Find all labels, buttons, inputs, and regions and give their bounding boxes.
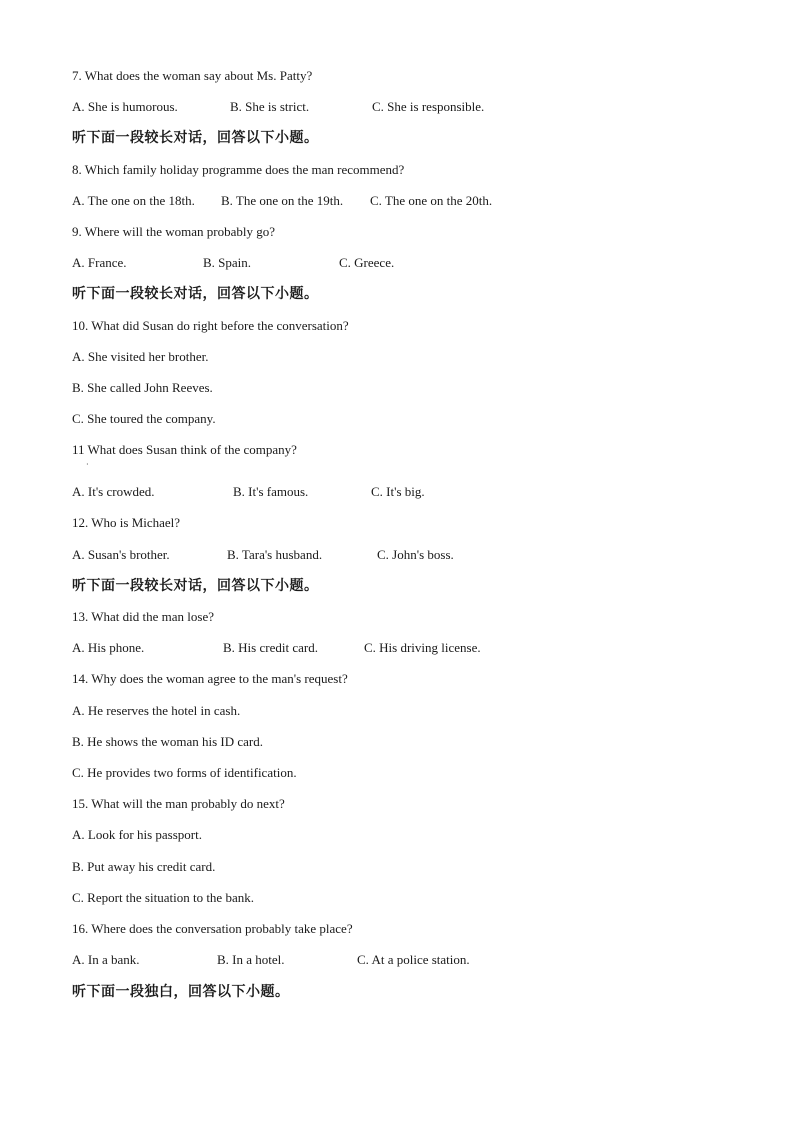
question-12-option-c: C. John's boss. xyxy=(377,547,454,562)
question-13-option-b: B. His credit card. xyxy=(223,640,318,655)
question-11-option-c: C. It's big. xyxy=(371,484,425,499)
question-13-stem: 13. What did the man lose? xyxy=(72,609,215,624)
section-heading-3: 听下面一段较长对话，回答以下小题。 xyxy=(72,578,319,594)
question-14-option-b: B. He shows the woman his ID card. xyxy=(72,734,263,749)
question-11-stem: 11 What does Susan think of the company? xyxy=(72,442,297,457)
question-10-option-b: B. She called John Reeves. xyxy=(72,380,213,395)
question-15-option-a: A. Look for his passport. xyxy=(72,827,202,842)
question-15-stem: 15. What will the man probably do next? xyxy=(72,796,285,811)
question-7-option-c: C. She is responsible. xyxy=(372,99,485,114)
question-7-option-a: A. She is humorous. xyxy=(72,99,178,114)
section-heading-1: 听下面一段较长对话，回答以下小题。 xyxy=(72,130,319,146)
question-14-option-c: C. He provides two forms of identification. xyxy=(72,765,297,780)
question-16-option-a: A. In a bank. xyxy=(72,952,140,967)
question-8-option-b: B. The one on the 19th. xyxy=(221,193,344,208)
question-9-option-c: C. Greece. xyxy=(339,255,395,270)
question-7-option-b: B. She is strict. xyxy=(230,99,310,114)
question-12-stem: 12. Who is Michael? xyxy=(72,515,181,530)
question-16-option-b: B. In a hotel. xyxy=(217,952,285,967)
question-13-option-c: C. His driving license. xyxy=(364,640,481,655)
question-16-stem: 16. Where does the conversation probably take place? xyxy=(72,921,353,936)
question-8-stem: 8. Which family holiday programme does the man recommend? xyxy=(72,162,405,177)
question-10-option-c: C. She toured the company. xyxy=(72,411,216,426)
question-8-option-c: C. The one on the 20th. xyxy=(370,193,493,208)
question-9-option-b: B. Spain. xyxy=(203,255,252,270)
question-15-option-c: C. Report the situation to the bank. xyxy=(72,890,254,905)
question-8-option-a: A. The one on the 18th. xyxy=(72,193,195,208)
question-7-stem: 7. What does the woman say about Ms. Patty? xyxy=(72,68,313,83)
question-12-option-b: B. Tara's husband. xyxy=(227,547,323,562)
stray-dot-mark: · xyxy=(86,460,89,469)
question-10-stem: 10. What did Susan do right before the conversation? xyxy=(72,318,349,333)
question-16-option-c: C. At a police station. xyxy=(357,952,470,967)
section-heading-4: 听下面一段独白，回答以下小题。 xyxy=(72,984,290,1000)
question-15-option-b: B. Put away his credit card. xyxy=(72,859,216,874)
question-12-option-a: A. Susan's brother. xyxy=(72,547,170,562)
question-9-stem: 9. Where will the woman probably go? xyxy=(72,224,276,239)
question-9-option-a: A. France. xyxy=(72,255,127,270)
question-10-option-a: A. She visited her brother. xyxy=(72,349,209,364)
question-11-option-a: A. It's crowded. xyxy=(72,484,155,499)
section-heading-2: 听下面一段较长对话，回答以下小题。 xyxy=(72,286,319,302)
question-14-option-a: A. He reserves the hotel in cash. xyxy=(72,703,241,718)
question-13-option-a: A. His phone. xyxy=(72,640,145,655)
question-14-stem: 14. Why does the woman agree to the man's request? xyxy=(72,671,348,686)
question-11-option-b: B. It's famous. xyxy=(233,484,309,499)
